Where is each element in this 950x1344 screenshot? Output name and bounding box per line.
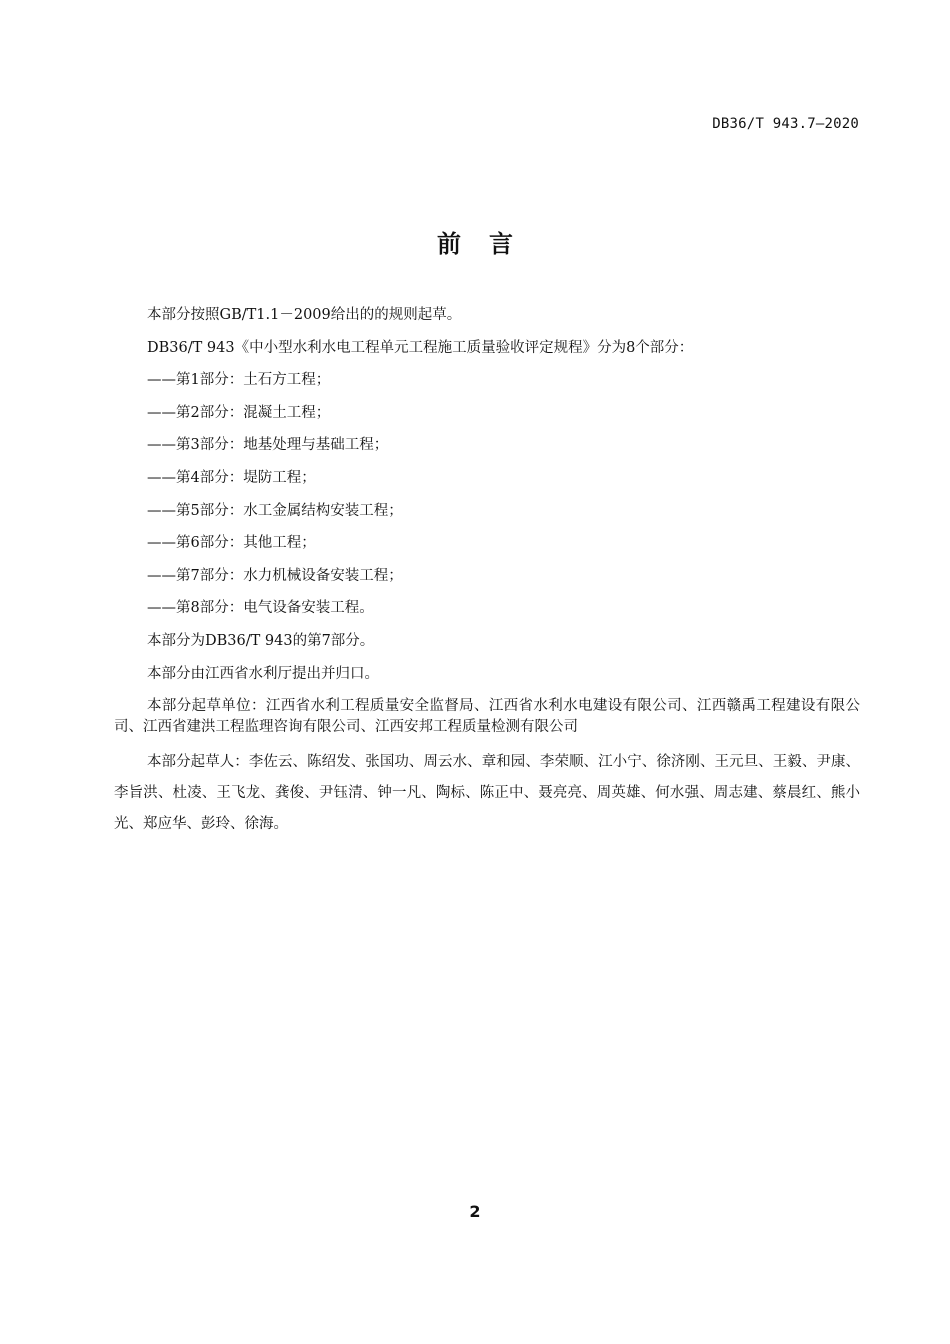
page-title: 前言 (437, 230, 541, 258)
drafting-basis-paragraph: 本部分按照GB/T1.1－2009给出的的规则起草。 (147, 307, 462, 323)
page-number: 2 (469, 1202, 481, 1221)
part-list-item: ——第7部分：水力机械设备安装工程； (147, 567, 403, 584)
part-list-item: ——第5部分：水工金属结构安装工程； (147, 502, 403, 519)
document-standard-number: DB36/T 943.7—2020 (712, 116, 859, 132)
foreword-body (114, 305, 860, 851)
drafters-paragraph: 本部分起草人：李佐云、陈绍发、张国功、周云水、章和园、李荣顺、江小宁、徐济刚、王元旦、王毅、尹康、李旨洪、杜凌、王飞龙、龚俊、尹钰清、钟一凡、陶标、陈正中、聂亮亮、周英雄、何水强、周志建、蔡晨红、熊小光、郑应华、彭玲、徐海。 (114, 753, 860, 832)
proposer-paragraph: 本部分由江西省水利厅提出并归口。 (147, 665, 379, 682)
part-list-item: ——第1部分：土石方工程； (147, 372, 331, 389)
drafting-units-paragraph: 本部分起草单位：江西省水利工程质量安全监督局、江西省水利水电建设有限公司、江西赣禹工程建设有限公司、江西省建洪工程监理咨询有限公司、江西安邦工程质量检测有限公司 (114, 698, 860, 736)
part-list-item: ——第3部分：地基处理与基础工程； (147, 437, 389, 454)
part-list-item: ——第4部分：堤防工程； (147, 469, 316, 486)
part-list-item: ——第2部分：混凝土工程； (147, 404, 331, 421)
this-part-paragraph: 本部分为DB36/T 943的第7部分。 (147, 632, 375, 649)
part-list-item: ——第6部分：其他工程； (147, 535, 316, 552)
series-intro-paragraph: DB36/T 943《中小型水利水电工程单元工程施工质量验收评定规程》分为8个部分： (147, 339, 694, 356)
part-list-item: ——第8部分：电气设备安装工程。 (147, 600, 374, 617)
